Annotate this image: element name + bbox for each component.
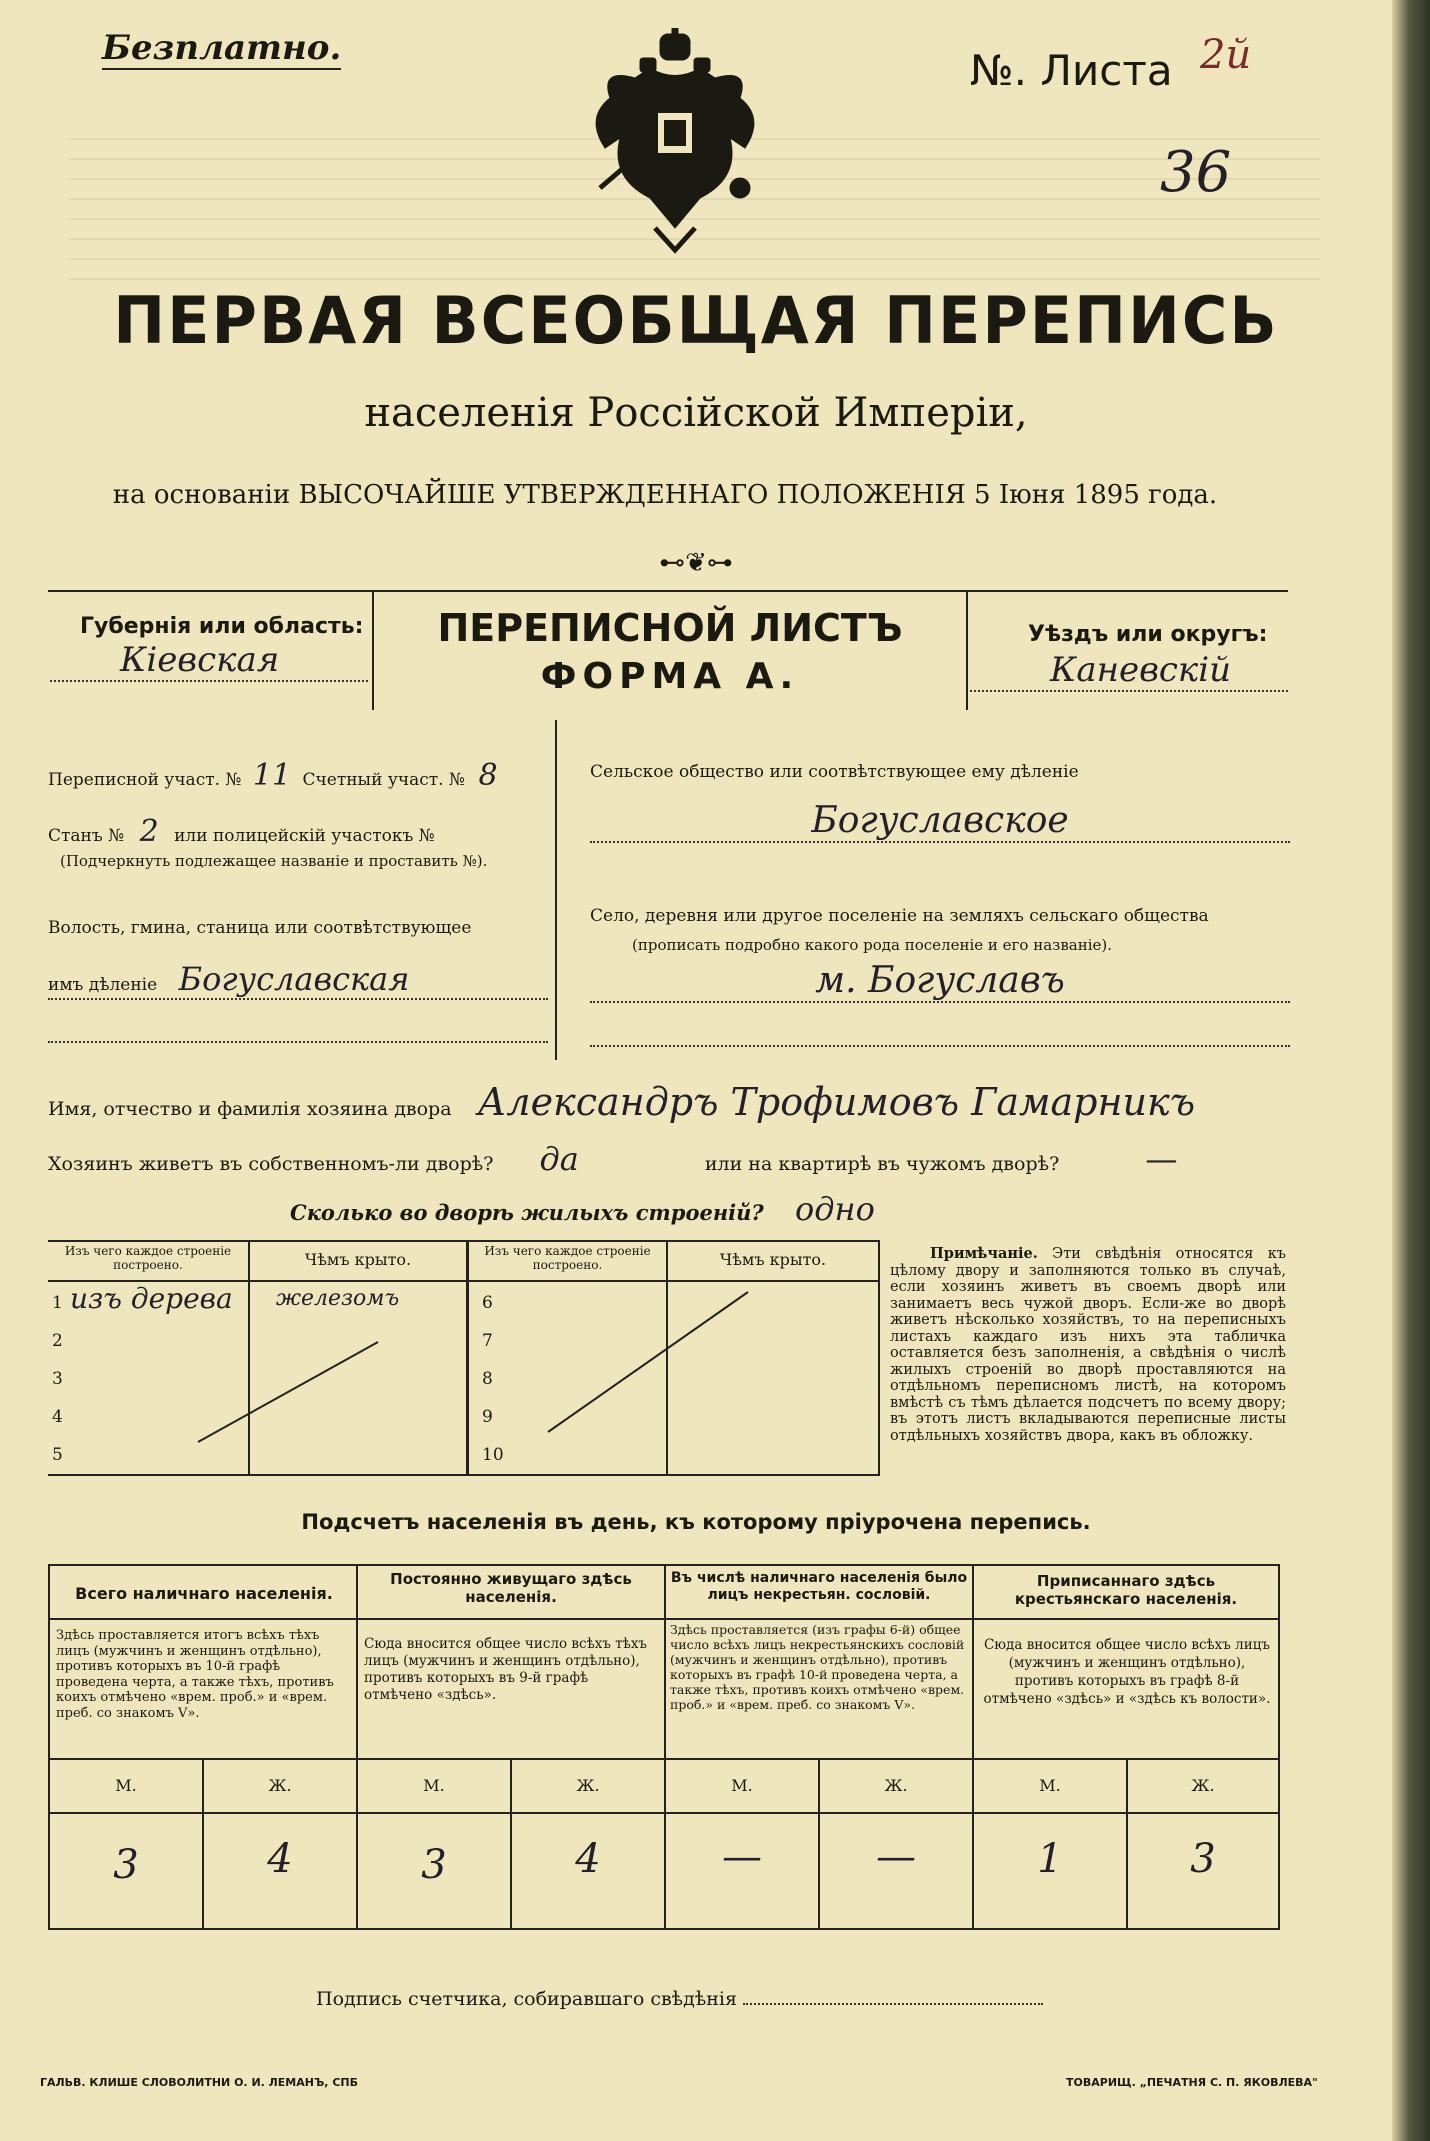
- male-label: М.: [731, 1776, 753, 1795]
- ornament-divider: ⊷❦⊶: [659, 548, 733, 578]
- stan-label: Станъ №: [48, 826, 125, 846]
- ascribed-male-value: 1: [1037, 1836, 1063, 1882]
- male-label: М.: [423, 1776, 445, 1795]
- sheet-number-value: 2й: [1200, 32, 1252, 78]
- row-number: 2: [52, 1331, 63, 1351]
- total-male-value: 3: [113, 1842, 139, 1888]
- count-table: [48, 1564, 1280, 1930]
- signature-label: Подпись счетчика, собиравшаго свѣдѣнія: [316, 1988, 737, 2010]
- row-number: 7: [482, 1331, 493, 1351]
- female-label: Ж.: [268, 1776, 292, 1795]
- count-section-label: Счетный участ. №: [302, 770, 466, 790]
- buildings-count-row: [290, 1190, 875, 1228]
- owner-name-row: [48, 1080, 1298, 1124]
- stan-row: [48, 814, 548, 849]
- ascribed-female-value: 3: [1190, 1836, 1216, 1882]
- count-group-head: Постоянно живущаго здѣсь населенія.: [390, 1570, 632, 1606]
- row-number: 6: [482, 1293, 493, 1313]
- village-value: м. Богуславъ: [590, 960, 1290, 1003]
- volost-row: [48, 960, 548, 1000]
- note-heading: Примѣчаніе.: [930, 1245, 1038, 1262]
- buildings-table: [48, 1240, 880, 1476]
- female-label: Ж.: [1191, 1776, 1215, 1795]
- female-label: Ж.: [576, 1776, 600, 1795]
- printer-left: ГАЛЬВ. КЛИШЕ СЛОВОЛИТНИ О. И. ЛЕМАНЪ, СПБ: [40, 2076, 358, 2089]
- owner-name-label: Имя, отчество и фамилія хозяина двора: [48, 1098, 452, 1120]
- permanent-female-value: 4: [575, 1836, 601, 1882]
- volost-label: Волость, гмина, станица или соотвѣтствующее: [48, 918, 472, 938]
- owner-yard-row: [48, 1140, 1298, 1178]
- count-group-head: Въ числѣ наличнаго населенія было лицъ некрестьян. сословій.: [670, 1570, 968, 1603]
- page-title: ПЕРВАЯ ВСЕОБЩАЯ ПЕРЕПИСЬ: [113, 282, 1279, 359]
- signature-row: [316, 1988, 1116, 2010]
- count-section-value: 8: [478, 758, 498, 793]
- male-label: М.: [1039, 1776, 1061, 1795]
- decree-line: на основаніи ВЫСОЧАЙШЕ УТВЕРЖДЕННАГО ПОЛОЖЕНІЯ 5 Іюня 1895 года.: [112, 480, 1218, 510]
- village-extra-line: [590, 1044, 1290, 1047]
- row-number: 10: [482, 1445, 504, 1465]
- count-group-desc: Сюда вносится общее число всѣхъ лицъ (мужчинъ и женщинъ отдѣльно), противъ которыхъ въ графѣ 8-й отмѣчено «здѣсь» и «здѣсь къ волости».: [983, 1637, 1271, 1707]
- count-group-desc: Здѣсь проставляется итогъ всѣхъ тѣхъ лицъ (мужчинъ и женщинъ отдѣльно), противъ которыхъ въ 10-й графѣ проведена черта, а также тѣхъ, противъ коихъ отмѣчено «врем. проб.» и «врем. преб. со знакомъ V».: [56, 1628, 334, 1721]
- nonpeasant-male-value: —: [722, 1834, 762, 1880]
- male-label: М.: [115, 1776, 137, 1795]
- census-section-label: Переписной участ. №: [48, 770, 242, 790]
- form-subtitle: ФОРМА А.: [540, 656, 800, 697]
- left-box-divider: [372, 590, 374, 710]
- count-group-head: Всего наличнаго населенія.: [75, 1584, 333, 1603]
- coat-of-arms-emblem: [580, 28, 770, 258]
- buildings-col-material-2: Изъ чего каждое строеніе построено.: [484, 1244, 651, 1272]
- society-value: Богуславское: [590, 800, 1290, 843]
- printer-right: ТОВАРИЩ. „ПЕЧАТНЯ С. П. ЯКОВЛЕВА": [1066, 2076, 1318, 2089]
- row-number: 9: [482, 1407, 493, 1427]
- count-group-head: Приписаннаго здѣсь крестьянскаго населенія.: [1014, 1572, 1238, 1608]
- census-section-row: [48, 758, 548, 793]
- rent-label: или на квартирѣ въ чужомъ дворѣ?: [704, 1153, 1060, 1175]
- buildings-count-value: одно: [795, 1190, 875, 1228]
- row-number: 3: [52, 1369, 63, 1389]
- guberniya-label: Губернія или область:: [80, 614, 364, 639]
- nonpeasant-female-value: —: [876, 1834, 916, 1880]
- count-group-desc: Здѣсь проставляется (изъ графы 6-й) общее число всѣхъ лицъ некрестьянскихъ сословій (мужчинъ и женщинъ отдѣльно), противъ которыхъ въ графѣ 10-й проведена черта, а также тѣхъ, противъ коихъ отмѣчено «врем. проб.» и «врем. преб. со знакомъ V».: [670, 1622, 965, 1712]
- rent-dash: —: [1145, 1140, 1178, 1178]
- sheet-number-label: №. Листа: [970, 46, 1173, 95]
- village-label: Село, деревня или другое поселеніе на земляхъ сельскаго общества: [590, 906, 1209, 926]
- row-number: 4: [52, 1407, 63, 1427]
- note-text: Эти свѣдѣнія относятся къ цѣлому двору и заполняются только въ случаѣ, если хозяинъ живетъ въ своемъ дворѣ или занимаетъ весь чужой дворъ. Если-же во дворѣ живетъ нѣсколько хозяйствъ, то на переписныхъ листахъ каждаго изъ нихъ эта табличка оставляется безъ заполненія, а свѣдѣнія о числѣ жилыхъ строеній во дворѣ проставляются на отдѣльномъ переписномъ листѣ, на которомъ вмѣстѣ съ тѣмъ дѣлается подсчетъ по всему двору; въ этотъ листъ вкладываются переписные листы отдѣльныхъ хозяйствъ двора, какъ въ обложку.: [890, 1246, 1287, 1444]
- own-yard-label: Хозяинъ живетъ въ собственномъ-ли дворѣ?: [48, 1153, 494, 1175]
- top-rule: [48, 590, 1288, 592]
- signature-line: [743, 2002, 1043, 2005]
- row-number: 5: [52, 1445, 63, 1465]
- census-section-value: 11: [252, 758, 292, 793]
- row-number: 8: [482, 1369, 493, 1389]
- uezd-value: Каневскій: [970, 650, 1288, 692]
- own-yard-value: да: [539, 1140, 579, 1178]
- note-block: [890, 1246, 1286, 1444]
- guberniya-value: Кіевская: [50, 640, 368, 682]
- village-note: (прописать подробно какого рода поселеніе и его названіе).: [632, 936, 1112, 954]
- total-female-value: 4: [267, 1836, 293, 1882]
- buildings-col-roof: Чѣмъ крыто.: [304, 1250, 412, 1269]
- stan-value: 2: [139, 814, 159, 849]
- society-label: Сельское общество или соотвѣтствующее ему дѣленіе: [590, 762, 1079, 782]
- form-title: ПЕРЕПИСНОЙ ЛИСТЪ: [437, 606, 903, 650]
- right-box-divider: [966, 590, 968, 710]
- police-label: или полицейскій участокъ №: [174, 826, 435, 846]
- buildings-col-material: Изъ чего каждое строеніе построено.: [64, 1244, 232, 1272]
- permanent-male-value: 3: [421, 1842, 447, 1888]
- page-subtitle: населенія Россійской Имперіи,: [364, 390, 1028, 436]
- female-label: Ж.: [884, 1776, 908, 1795]
- buildings-count-label: Сколько во дворѣ жилыхъ строеній?: [290, 1200, 764, 1225]
- center-vertical-divider: [555, 720, 557, 1060]
- uezd-label: Уѣздъ или округъ:: [1028, 622, 1268, 647]
- buildings-col-roof-2: Чѣмъ крыто.: [719, 1250, 827, 1269]
- owner-name-value: Александръ Трофимовъ Гамарникъ: [477, 1080, 1196, 1124]
- count-title: Подсчетъ населенія въ день, къ которому пріурочена перепись.: [301, 1510, 1091, 1534]
- blank-slash-marks: [48, 1242, 878, 1476]
- underline-note: (Подчеркнуть подлежащее названіе и проставить №).: [60, 852, 488, 870]
- count-group-desc: Сюда вносится общее число всѣхъ тѣхъ лицъ (мужчинъ и женщинъ отдѣльно), противъ которыхъ въ 9-й графѣ отмѣчено «здѣсь».: [364, 1636, 648, 1703]
- volost-extra-line: [48, 1040, 548, 1043]
- row1-material: изъ дерева: [70, 1282, 233, 1315]
- volost-label-2: имъ дѣленіе: [48, 975, 158, 995]
- page-edge-shadow: [1392, 0, 1430, 2141]
- corner-archive-mark: 36: [1160, 140, 1232, 205]
- free-label: Безплатно.: [102, 28, 342, 68]
- row1-roof: железомъ: [276, 1286, 400, 1311]
- row-number: 1: [52, 1293, 63, 1313]
- volost-value: Богуславская: [178, 960, 410, 998]
